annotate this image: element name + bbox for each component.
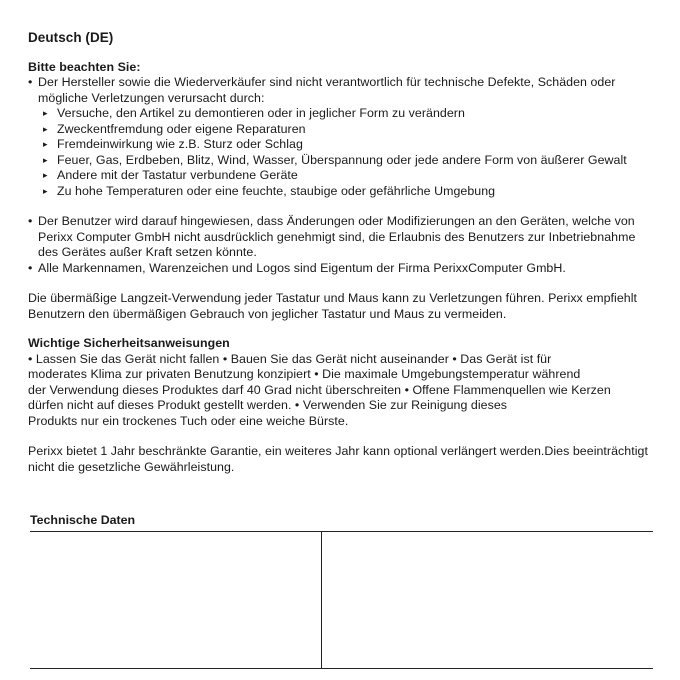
cause-item: ▸ Andere mit der Tastatur verbundene Geräte: [43, 168, 656, 184]
cause-item: ▸ Feuer, Gas, Erdbeben, Blitz, Wind, Wasser, Überspannung oder jede andere Form von äußerer Gewalt: [43, 153, 656, 169]
trademarks-note: • Alle Markennamen, Warenzeichen und Logos sind Eigentum der Firma PerixxComputer GmbH.: [28, 261, 656, 277]
usage-warning: Die übermäßige Langzeit-Verwendung jeder Tastatur und Maus kann zu Verletzungen führen. Perixx empfiehlt Benutzern den übermäßigen Gebrauch von jeglicher Tastatur und Maus zu vermeiden.: [28, 291, 638, 321]
tech-specs-left-cell: [30, 532, 322, 668]
safety-instructions: [28, 352, 656, 430]
causes-list: [28, 106, 656, 199]
safety-line: • Lassen Sie das Gerät nicht fallen • Bauen Sie das Gerät nicht auseinander • Das Gerät ist für: [28, 351, 552, 366]
modifications-note: • Der Benutzer wird darauf hingewiesen, dass Änderungen oder Modifizierungen an den Geräten, welche von Perixx Computer GmbH nicht ausdrücklich genehmigt sind, die Erlaubnis des Benutzers zur Inbetriebnahme des Gerätes außer Kraft setzen könnte.: [28, 214, 656, 261]
tech-specs-right-cell: [322, 532, 653, 668]
document-body: [28, 30, 656, 475]
warranty-note: Perixx bietet 1 Jahr beschränkte Garantie, ein weiteres Jahr kann optional verlängert werden.Dies beeinträchtigt nicht die gesetzliche Gewährleistung.: [28, 444, 648, 474]
safety-line: der Verwendung dieses Produktes darf 40 Grad nicht überschreiten • Offene Flammenquellen wie Kerzen: [28, 382, 611, 397]
cause-item: ▸ Fremdeinwirkung wie z.B. Sturz oder Schlag: [43, 137, 656, 153]
safety-line: Produkts nur ein trockenes Tuch oder eine weiche Bürste.: [28, 413, 349, 428]
safety-line: dürfen nicht auf dieses Produkt gestellt werden. • Verwenden Sie zur Reinigung dieses: [28, 398, 508, 412]
cause-item: ▸ Zu hohe Temperaturen oder eine feuchte, staubige oder gefährliche Umgebung: [43, 184, 656, 200]
notice-heading: Bitte beachten Sie:: [28, 59, 141, 74]
safety-heading: Wichtige Sicherheitsanweisungen: [28, 336, 230, 350]
tech-specs-table: [30, 531, 653, 669]
cause-item: ▸ Versuche, den Artikel zu demontieren oder in jeglicher Form zu verändern: [43, 106, 656, 122]
notice-intro: • Der Hersteller sowie die Wiederverkäufer sind nicht verantwortlich für technische Defekte, Schäden oder mögliche Verletzungen verursacht durch:: [28, 75, 656, 106]
safety-line: moderates Klima zur privaten Benutzung konzipiert • Die maximale Umgebungstemperatur während: [28, 367, 581, 381]
cause-item: ▸ Zweckentfremdung oder eigene Reparaturen: [43, 122, 656, 138]
language-heading: Deutsch (DE): [28, 30, 114, 45]
tech-specs-heading: Technische Daten: [30, 513, 136, 527]
